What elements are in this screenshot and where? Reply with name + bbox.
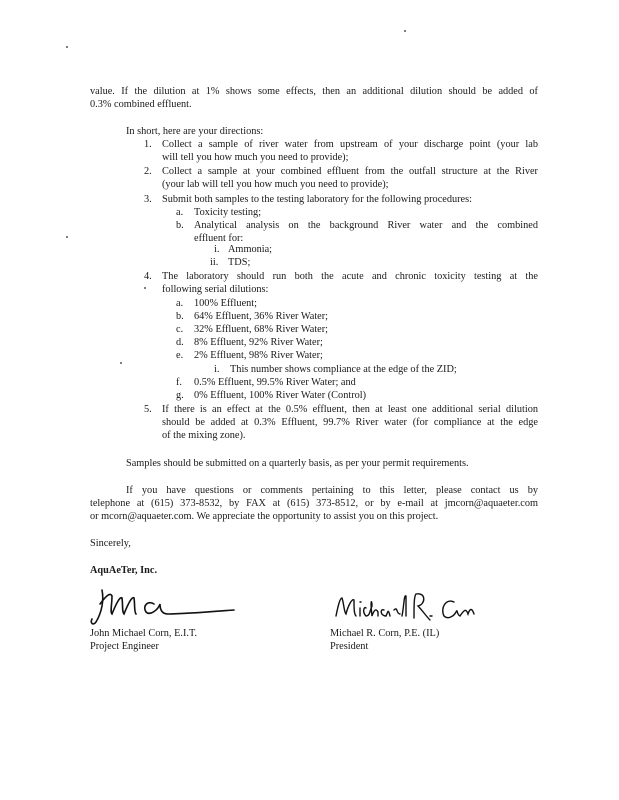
dilution-c: 32% Effluent, 68% River Water; <box>194 324 329 335</box>
sub-label: e. <box>176 350 184 361</box>
scan-speck <box>404 30 406 32</box>
dilution-g: 0% Effluent, 100% River Water (Control) <box>194 390 367 401</box>
step-3b-line-1: Analytical analysis on the background River water and the combined <box>194 220 538 231</box>
samples-line: Samples should be submitted on a quarterly basis, as per your permit requirements. <box>126 458 469 469</box>
step-number: 3. <box>144 194 152 205</box>
dilution-f: 0.5% Effluent, 99.5% River Water; and <box>194 377 356 388</box>
step-number: 5. <box>144 404 152 415</box>
intro-line-1: value. If the dilution at 1% shows some effects, then an additional dilution should be added of <box>90 86 538 97</box>
step-number: 2. <box>144 166 152 177</box>
step-1-line-1: Collect a sample of river water from upstream of your discharge point (your lab <box>162 139 538 150</box>
contact-line-3: or mcorn@aquaeter.com. We appreciate the opportunity to assist you on this project. <box>90 511 439 522</box>
step-4-line-2: following serial dilutions: <box>162 284 269 295</box>
closing: Sincerely, <box>90 538 131 549</box>
signer-1-name: John Michael Corn, E.I.T. <box>90 628 198 639</box>
step-3a-text: Toxicity testing; <box>194 207 262 218</box>
dilution-b: 64% Effluent, 36% River Water; <box>194 311 329 322</box>
sub-label: a. <box>176 207 184 218</box>
scan-speck <box>66 46 68 48</box>
scan-speck <box>120 362 122 364</box>
dilution-e: 2% Effluent, 98% River Water; <box>194 350 323 361</box>
sub-label: g. <box>176 390 184 401</box>
company-name: AquAeTer, Inc. <box>90 565 158 576</box>
dilution-d: 8% Effluent, 92% River Water; <box>194 337 323 348</box>
step-4-line-1: The laboratory should run both the acute and chronic toxicity testing at the <box>162 271 538 282</box>
signature-jmc <box>88 582 248 632</box>
contact-line-1: If you have questions or comments pertaining to this letter, please contact us by <box>126 485 538 496</box>
scan-speck <box>66 236 68 238</box>
step-3b-line-2: effluent for: <box>194 233 244 244</box>
step-2-line-2: (your lab will tell you how much you need to provide); <box>162 179 389 190</box>
signer-2-name: Michael R. Corn, P.E. (IL) <box>330 628 440 639</box>
step-5-line-1: If there is an effect at the 0.5% effluent, then at least one additional serial dilution <box>162 404 538 415</box>
step-5-line-2: should be added at 0.3% Effluent, 99.7% River water (for compliance at the edge <box>162 417 538 428</box>
scan-speck <box>144 287 146 289</box>
step-3-line-1: Submit both samples to the testing laboratory for the following procedures: <box>162 194 472 205</box>
subsub-label: i. <box>214 244 220 255</box>
step-1-line-2: will tell you how much you need to provide); <box>162 152 349 163</box>
directions-heading: In short, here are your directions: <box>126 126 264 137</box>
zid-note: This number shows compliance at the edge of the ZID; <box>230 364 457 375</box>
step-number: 4. <box>144 271 152 282</box>
sub-label: c. <box>176 324 184 335</box>
signer-1-title: Project Engineer <box>90 641 159 652</box>
subsub-label: ii. <box>210 257 219 268</box>
step-5-line-3: of the mixing zone). <box>162 430 246 441</box>
dilution-a: 100% Effluent; <box>194 298 258 309</box>
sub-label: d. <box>176 337 184 348</box>
step-2-line-1: Collect a sample at your combined effluent from the outfall structure at the River <box>162 166 538 177</box>
sub-label: b. <box>176 220 184 231</box>
contact-line-2: telephone at (615) 373-8532, by FAX at (615) 373-8512, or by e-mail at jmcorn@aquaeter.com <box>90 498 538 509</box>
sub-label: a. <box>176 298 184 309</box>
sub-label: b. <box>176 311 184 322</box>
step-3b-ii-text: TDS; <box>228 257 251 268</box>
sub-label: f. <box>176 377 183 388</box>
signer-2-title: President <box>330 641 369 652</box>
intro-line-2: 0.3% combined effluent. <box>90 99 192 110</box>
step-3b-i-text: Ammonia; <box>228 244 273 255</box>
step-number: 1. <box>144 139 152 150</box>
subsub-label: i. <box>214 364 220 375</box>
signature-mrc <box>330 586 480 630</box>
